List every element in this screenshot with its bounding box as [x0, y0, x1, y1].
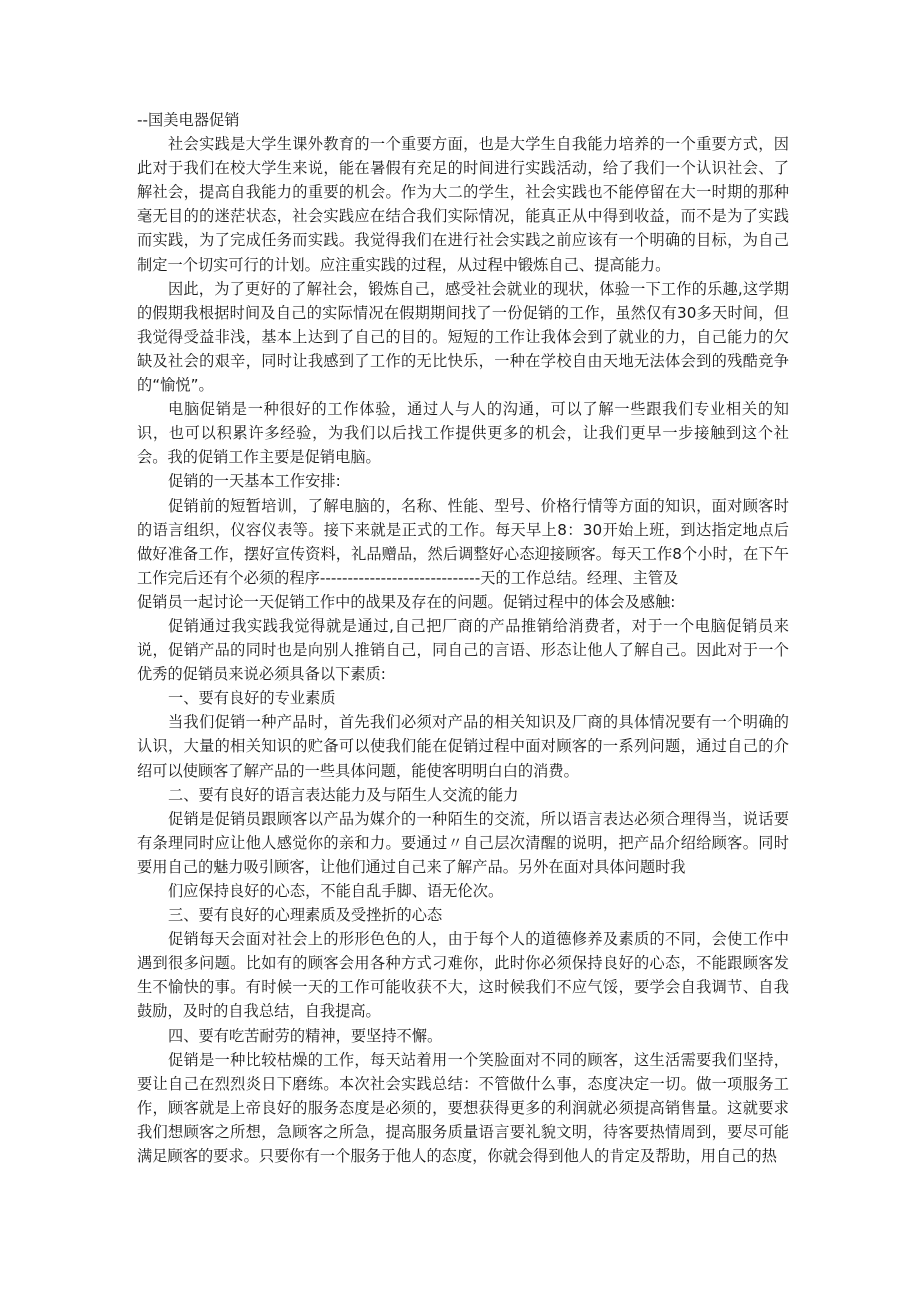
paragraph-professional: 当我们促销一种产品时，首先我们必须对产品的相关知识及厂商的具体情况要有一个明确的认识，大量的相关知识的贮备可以使我们能在促销过程中面对顾客的一系列问题，通过自己的介绍可以使顾客了解产品的一些具体问题，能使客明明白白的消费。	[137, 713, 789, 780]
paragraph-experience: 电脑促销是一种很好的工作体验，通过人与人的沟通，可以了解一些跟我们专业相关的知识，也可以积累许多经验，为我们以后找工作提供更多的机会，让我们更早一步接触到这个社会。我的促销工作主要是促销电脑。	[137, 400, 789, 467]
paragraph-motivation: 因此，为了更好的了解社会，锻炼自己，感受社会就业的现状，体验一下工作的乐趣,这学期的假期我根据时间及自己的实际情况在假期期间找了一份促销的工作，虽然仅有30多天时间，但我觉得受益非浅，基本上达到了自己的目的。短短的工作让我体会到了就业的力，自己能力的欠缺及社会的艰辛，同时让我感到了工作的无比快乐，一种在学校自由天地无法体会到的残酷竞争的“愉悦”。	[137, 279, 789, 395]
section-heading-professional: 一、要有良好的专业素质	[168, 689, 336, 708]
document-body	[137, 108, 789, 1168]
section-heading-communication: 二、要有良好的语言表达能力及与陌生人交流的能力	[168, 785, 519, 804]
document-subtitle: --国美电器促销	[137, 111, 240, 129]
paragraph-daily-work-continued: 促销员一起讨论一天促销工作中的战果及存在的问题。促销过程中的体会及感触:	[137, 592, 676, 611]
paragraph-intro: 社会实践是大学生课外教育的一个重要方面，也是大学生自我能力培养的一个重要方式，因此对于我们在校大学生来说，能在暑假有充足的时间进行实践活动，给了我们一个认识社会、了解社会，提高自我能力的重要的机会。作为大二的学生，社会实践也不能停留在大一时期的那种毫无目的的迷茫状态，社会实践应在结合我们实际情况，能真正从中得到收益，而不是为了实践而实践，为了完成任务而实践。我觉得我们在进行社会实践之前应该有一个明确的目标，为自己制定一个切实可行的计划。应注重实践的过程，从过程中锻炼自己、提高能力。	[137, 135, 789, 274]
paragraph-psychology: 促销每天会面对社会上的形形色色的人，由于每个人的道德修养及素质的不同，会使工作中遇到很多问题。比如有的顾客会用各种方式刁难你，此时你必须保持良好的心态，不能跟顾客发生不愉快的事。有时候一天的工作可能收获不大，这时候我们不应气馁，要学会自我调节、自我鼓励，及时的自我总结，自我提高。	[137, 930, 789, 1021]
paragraph-communication: 促销是促销员跟顾客以产品为媒介的一种陌生的交流，所以语言表达必须合理得当，说话要有条理同时应让他人感觉你的亲和力。要通过〃自己层次清醒的说明，把产品介绍给顾客。同时要用自己的魅力吸引顾客，让他们通过自己来了解产品。另外在面对具体问题时我	[137, 809, 789, 876]
paragraph-communication-continued: 们应保持良好的心态，不能自乱手脚、语无伦次。	[168, 882, 504, 900]
section-heading-psychology: 三、要有良好的心理素质及受挫折的心态	[168, 906, 443, 925]
section-heading-perseverance: 四、要有吃苦耐劳的精神，要坚持不懈。	[168, 1026, 443, 1045]
paragraph-daily-work: 促销前的短暂培训，了解电脑的，名称、性能、型号、价格行情等方面的知识，面对顾客时的语言组织，仪容仪表等。接下来就是正式的工作。每天早上8：30开始上班，到达指定地点后做好准备工作，摆好宣传资料，礼品赠品，然后调整好心态迎接顾客。每天工作8个小时，在下午工作完后还有个必须的程序-----------------------------天的工作总结。经理、主管及	[137, 496, 789, 587]
section-heading-daily-schedule: 促销的一天基本工作安排:	[168, 472, 341, 491]
paragraph-reflection: 促销通过我实践我觉得就是通过,自己把厂商的产品推销给消费者，对于一个电脑促销员来说，促销产品的同时也是向别人推销自己，同自己的言语、形态让他人了解自己。因此对于一个优秀的促销员来说必须具备以下素质:	[137, 616, 789, 684]
paragraph-perseverance: 促销是一种比较枯燥的工作，每天站着用一个笑脸面对不同的顾客，这生活需要我们坚持，要让自己在烈烈炎日下磨练。本次社会实践总结：不管做什么事，态度决定一切。做一项服务工作，顾客就是上帝良好的服务态度是必须的，要想获得更多的利润就必须提高销售量。这就要求我们想顾客之所想，急顾客之所急，提高服务质量语言要礼貌文明，待客要热情周到，要尽可能满足顾客的要求。只要你有一个服务于他人的态度，你就会得到他人的肯定及帮助，用自己的热	[137, 1050, 789, 1166]
